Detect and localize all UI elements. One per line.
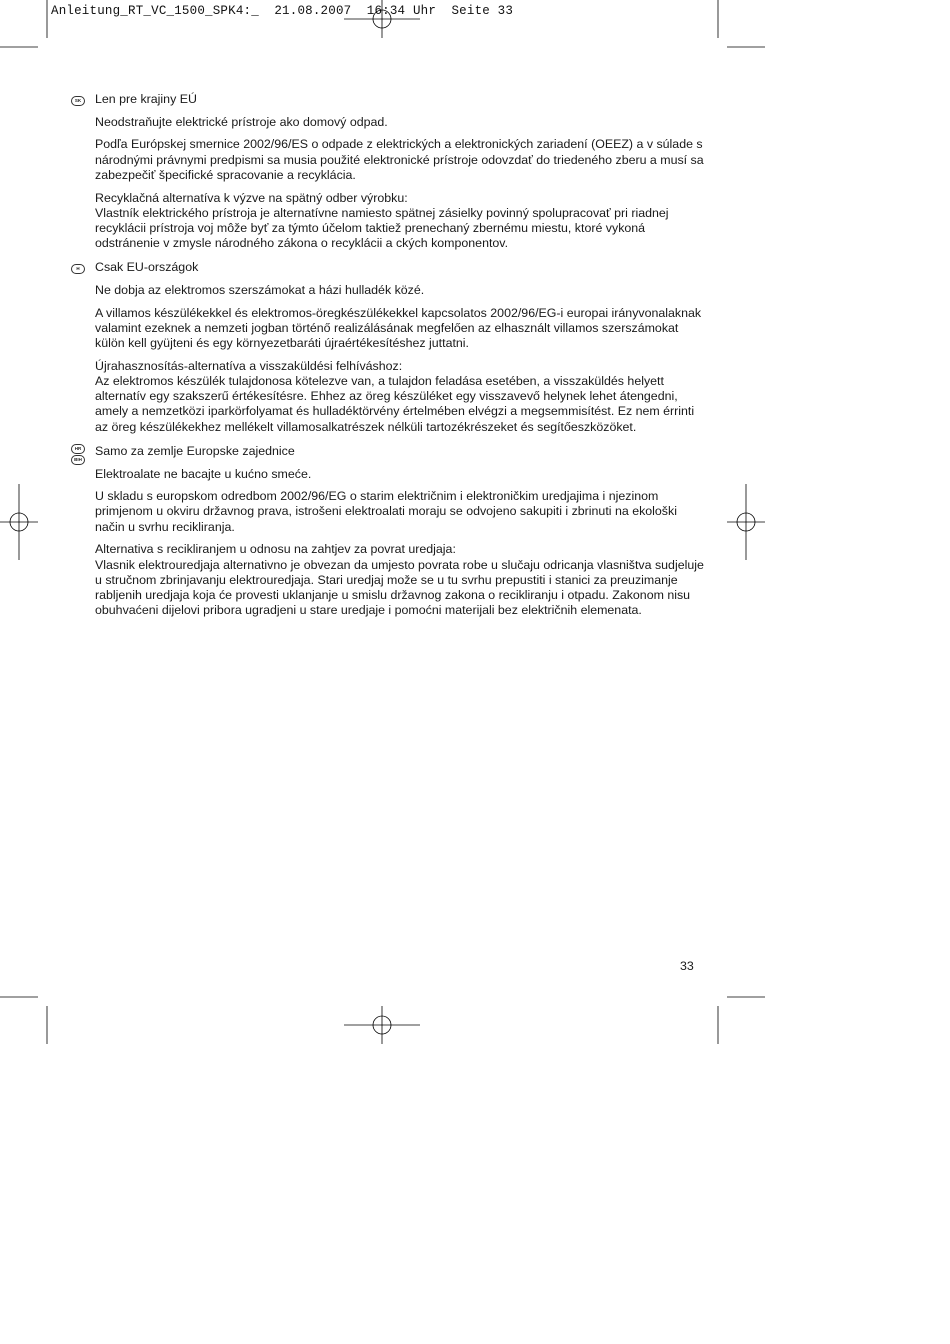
crop-mark-top-left	[0, 0, 47, 47]
section-heading: Csak EU-országok	[95, 260, 199, 275]
crop-mark-top-right	[718, 0, 765, 47]
paragraph: Podľa Európskej smernice 2002/96/ES o odpade z elektrických a elektronických zariadení (OEEZ) a v súlade s národnými právnymi predpismi sa musia použité elektronické prístroje odovzdať do triedeného zberu a musí sa zabezpečiť špecifické spracovanie a recyklácia.	[95, 137, 704, 182]
language-badge-h: H	[71, 264, 85, 274]
section-croatian	[74, 443, 705, 619]
section-hungarian	[76, 260, 705, 435]
language-badge-sk: SK	[71, 96, 85, 106]
section-heading: Samo za zemlje Europske zajednice	[95, 443, 295, 458]
paragraph: A villamos készülékekkel és elektromos-öregkészülékekkel kapcsolatos 2002/96/EG-i europai irányvonalaknak valamint ezeknek a nemzeti jogban történő realizálásának megfelően az elhasznált villamos szerszámokat külön kell gyüjteni és egy környezetbaráti újraértékesítéshez juttatni.	[95, 305, 702, 351]
registration-mark-left	[0, 484, 38, 560]
paragraph: Ne dobja az elektromos szerszámokat a házi hulladék közé.	[95, 283, 425, 298]
registration-mark-bottom	[344, 1006, 420, 1044]
registration-mark-right	[727, 484, 765, 560]
language-badge-bih: BIH	[71, 455, 85, 465]
registration-mark-top	[344, 0, 420, 38]
crop-mark-bottom-right	[718, 997, 765, 1044]
page-number: 33	[680, 959, 694, 973]
section-heading: Len pre krajiny EÚ	[95, 92, 197, 106]
paragraph: Elektroalate ne bacajte u kućno smeće.	[95, 466, 312, 481]
language-badge-hr: HR	[71, 444, 85, 454]
section-slovak	[74, 92, 705, 251]
print-header: Anleitung_RT_VC_1500_SPK4:_ 21.08.2007 16:34 Uhr Seite 33	[51, 4, 514, 18]
paragraph: Alternativa s recikliranjem u odnosu na zahtjev za povrat uredjaja: Vlasnik elektrouredjaja alternativno je obvezan da umjesto povrata robe u slučaju odricanja vlasništva sudjeluje u stručnom zbrinjavanju elektrouredjaja. Stari uredjaj može se u tu svrhu prepustiti i stanici za preuzimanje rabljenih uredjaja koja će provesti uklanjanje u smislu državnog zakona o recikliranju i otpadu. Zakonom nisu obuhvaćeni dijelovi pribora ugradjeni u stare uredjaje i pomoćni materijali bez električnih elemenata.	[95, 542, 704, 618]
paragraph: Újrahasznosítás-alternatíva a visszaküldési felhíváshoz: Az elektromos készülék tulajdonosa kötelezve van, a tulajdon feladása esetében, a visszaküldés helyett alternatív egy szakszerű értékesítésre. Ehhez az öreg készüléket egy visszavevő helynek lehet átengedni, amely a nemzetközi iparkörfolyamat és hulladéktörvény értelmében elvégzi a megsemmisítést. Ez nem érrinti az öreg készülékekhez mellékelt villamosalkatrészek nélküli tartozékrészeket és segítőeszközöket.	[95, 358, 695, 434]
paragraph: U skladu s europskom odredbom 2002/96/EG o starim električnim i elektroničkim uredjajima i njezinom primjenom u okviru državnog prava, istrošeni elektroalati moraju se odvojeno sakupiti i zbrinuti na ekološki način u svrhu recikliranja.	[95, 489, 677, 534]
paragraph: Neodstraňujte elektrické prístroje ako domový odpad.	[95, 114, 388, 129]
document-body	[74, 92, 705, 626]
crop-mark-bottom-left	[0, 997, 47, 1044]
paragraph: Recyklačná alternatíva k výzve na spätný odber výrobku: Vlastník elektrického prístroja je alternatívne namiesto spätnej zásielky povinný spolupracovať pri riadnej recyklácii prístroja voj môže byť za týmto účelom taktiež prenechaný zbernému miestu, ktoré vykoná odstránenie v zmysle národného zákona o recyklácii a ckých komponentov.	[95, 190, 669, 251]
